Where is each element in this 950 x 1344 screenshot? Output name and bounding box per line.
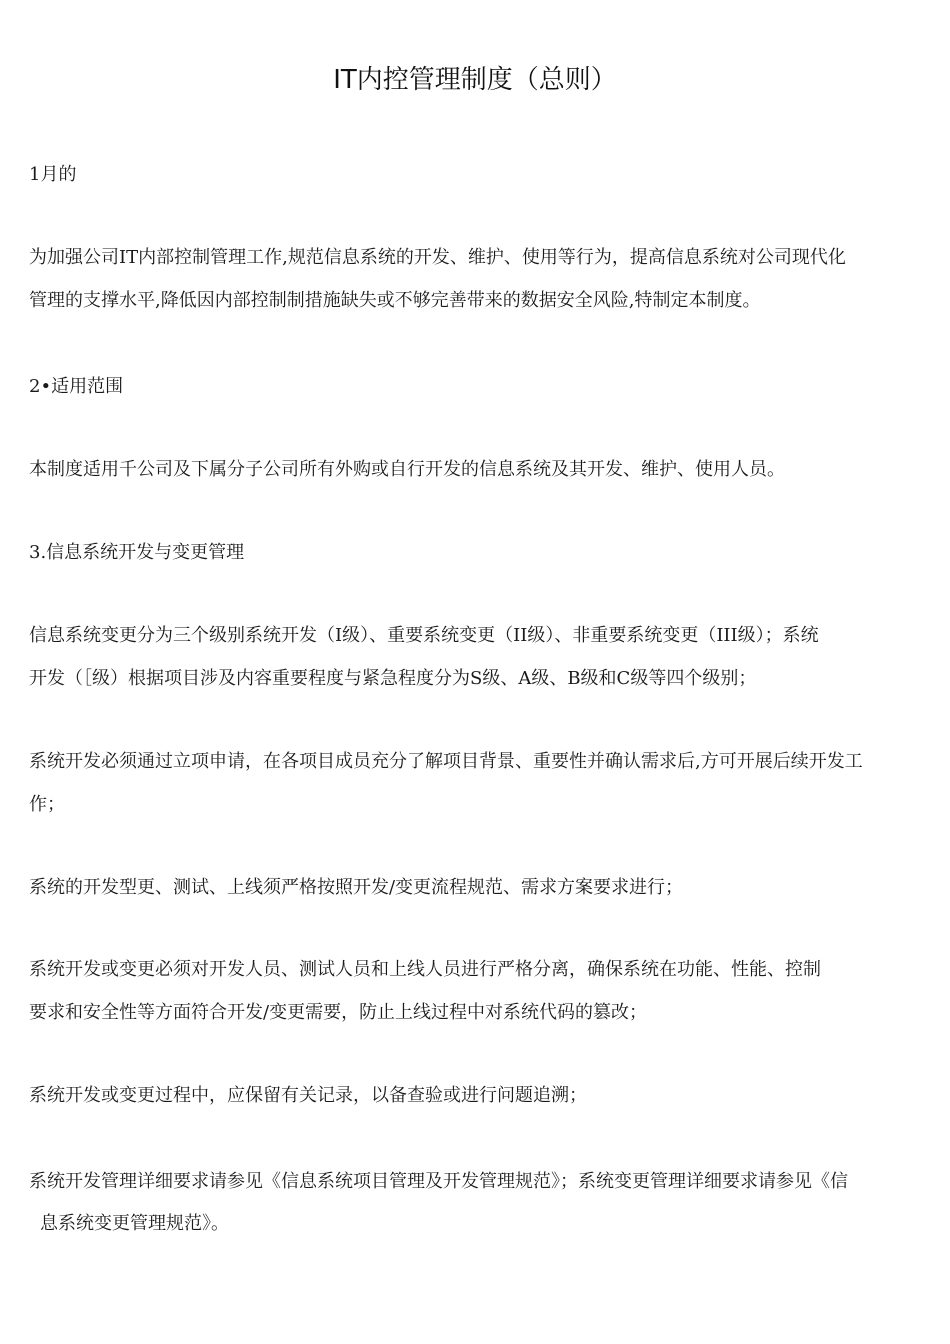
section-1-paragraph-line-1: 为加强公司IT内部控制管理工作,规范信息系统的开发、维护、使用等行为，提高信息系统对公司现代化	[29, 247, 846, 268]
section-3-paragraph-2-line-2: 作；	[29, 794, 65, 815]
section-2-paragraph-line-1: 本制度适用千公司及下属分子公司所有外购或自行开发的信息系统及其开发、维护、使用人员。	[29, 459, 785, 480]
section-3-paragraph-6-line-1: 系统开发管理详细要求请参见《信息系统项目管理及开发管理规范》；系统变更管理详细要求请参见《信	[29, 1171, 848, 1192]
section-3-paragraph-2-line-1: 系统开发必须通过立项申请，在各项目成员充分了解项目背景、重要性并确认需求后,方可开展后续开发工	[29, 751, 863, 772]
document-title: IT内控管理制度（总则）	[333, 65, 617, 95]
section-3-paragraph-6-line-2: 息系统变更管理规范》。	[40, 1213, 229, 1234]
section-2-heading: 2•适用范围	[29, 376, 124, 397]
section-3-paragraph-4-line-1: 系统开发或变更必须对开发人员、测试人员和上线人员进行严格分离，确保系统在功能、性能、控制	[29, 959, 821, 980]
section-3-paragraph-5-line-1: 系统开发或变更过程中，应保留有关记录，以备查验或进行问题追溯；	[29, 1085, 587, 1106]
section-3-paragraph-4-line-2: 要求和安全性等方面符合开发/变更需要，防止上线过程中对系统代码的篡改；	[29, 1002, 648, 1023]
section-3-paragraph-1-line-2: 开发（［级）根据项目涉及内容重要程度与紧急程度分为S级、A级、B级和C级等四个级别；	[29, 668, 757, 689]
section-3-heading: 3.信息系统开发与变更管理	[29, 542, 245, 563]
section-3-paragraph-1-line-1: 信息系统变更分为三个级别系统开发（I级）、重要系统变更（II级）、非重要系统变更（III级）；系统	[29, 625, 819, 646]
section-1-paragraph-line-2: 管理的支撑水平,降低因内部控制制措施缺失或不够完善带来的数据安全风险,特制定本制度。	[29, 290, 761, 311]
section-3-paragraph-3-line-1: 系统的开发型更、测试、上线须严格按照开发/变更流程规范、需求方案要求进行；	[29, 877, 684, 898]
section-1-heading: 1月的	[29, 164, 77, 185]
